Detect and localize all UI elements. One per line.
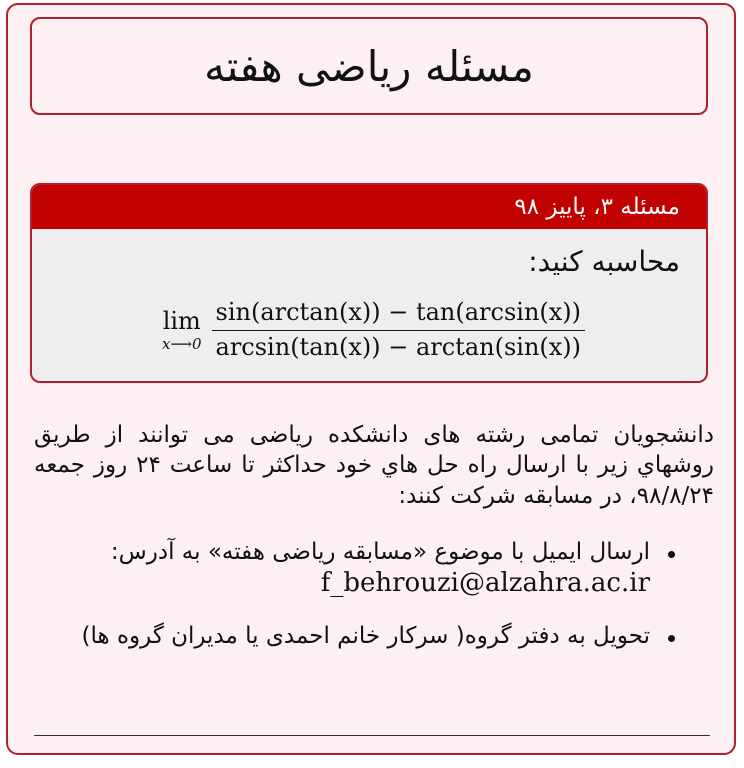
fraction-numerator: sin(arctan(x)) − tan(arcsin(x)) <box>212 299 586 331</box>
problem-header-text: مسئله ۳، پاییز ۹۸ <box>514 194 680 220</box>
fraction <box>212 299 586 361</box>
problem-header <box>32 185 706 229</box>
submission-methods-list <box>40 537 680 674</box>
method-email-text: ارسال ایمیل با موضوع «مسابقه ریاضی هفته» به آدرس: <box>110 539 650 565</box>
limit-subscript: x⟶0 <box>162 334 202 353</box>
method-office-text: تحویل به دفتر گروه( سرکار خانم احمدی یا مدیران گروه ها) <box>81 623 650 650</box>
description-paragraph: دانشجویان تمامی رشته های دانشکده ریاضی می توانند از طریق روشهاي زیر با ارسال راه حل هاي خود حداکثر تا ساعت ۲۴ روز جمعه ۹۸/۸/۲۴، در مسابقه شرکت کنند: <box>34 422 714 509</box>
limit-formula <box>162 299 585 361</box>
problem-prompt: محاسبه کنید: <box>528 245 680 278</box>
bottom-divider <box>34 735 710 736</box>
page-title: مسئله رياضی هفته <box>204 41 534 91</box>
limit-word: lim <box>162 306 201 335</box>
list-item <box>40 537 680 599</box>
title-box <box>30 17 708 115</box>
problem-box <box>30 183 708 383</box>
bullet-icon <box>668 635 675 642</box>
limit-operator <box>162 306 202 353</box>
fraction-denominator: arcsin(tan(x)) − arctan(sin(x)) <box>215 332 582 361</box>
list-item <box>40 621 680 652</box>
problem-body <box>32 229 706 383</box>
email-address-link[interactable]: f_behrouzi@alzahra.ac.ir <box>320 568 650 599</box>
bullet-icon <box>668 551 675 558</box>
